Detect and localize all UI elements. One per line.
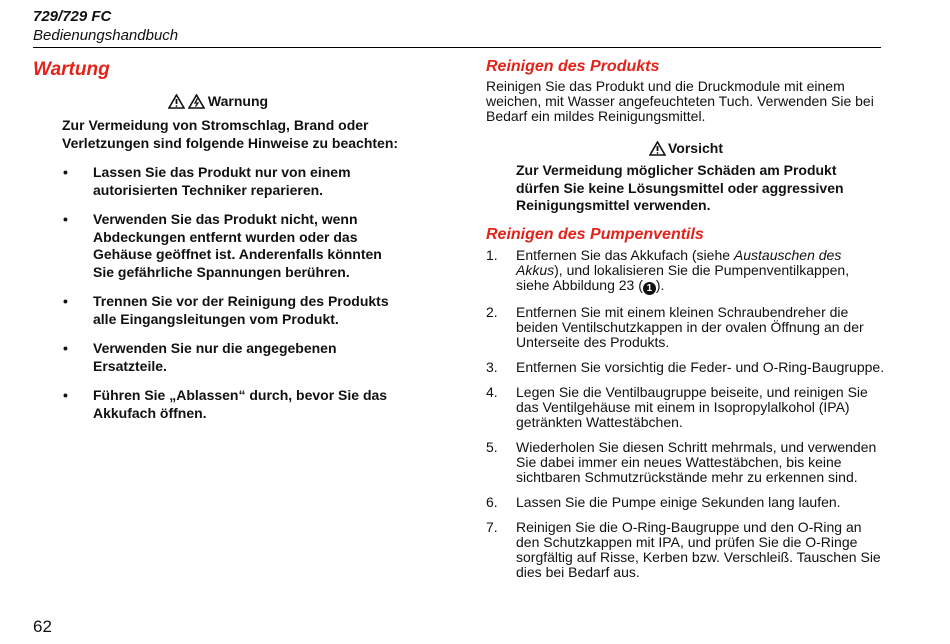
left-column: [33, 57, 403, 434]
step-text: Entfernen Sie das Akkufach (siehe: [516, 246, 734, 263]
step-number: 3.: [486, 358, 498, 375]
warning-triangle-icon: [168, 94, 185, 109]
bullet: •: [63, 164, 68, 180]
warning-heading: [33, 93, 403, 109]
right-column: [486, 57, 886, 590]
list-item: [33, 211, 393, 281]
list-item: [33, 387, 393, 422]
list-item: [486, 440, 886, 485]
bullet: •: [63, 387, 68, 403]
list-item: [486, 495, 886, 510]
caution-triangle-icon: [649, 141, 666, 156]
step-text: Reinigen Sie die O-Ring-Baugruppe und den O-Ring an den Schutzkappen mit IPA, und prüfen Sie die O-Ringe sorgfältig auf Risse, Kerben bzw. Verschleiß. Tauschen Sie dies bei Bedarf aus.: [516, 518, 881, 580]
list-item-text: Trennen Sie vor der Reinigung des Produkts alle Eingangsleitungen vom Produkt.: [93, 293, 389, 327]
warning-list: [33, 164, 403, 422]
step-number: 2.: [486, 303, 498, 320]
bullet: •: [63, 211, 68, 227]
caution-heading: [486, 140, 886, 156]
list-item: [486, 360, 886, 375]
list-item-text: Führen Sie „Ablassen“ durch, bevor Sie das Akkufach öffnen.: [93, 387, 388, 421]
pump-valve-heading: Reinigen des Pumpenventils: [486, 225, 704, 243]
step-text: ), und lokalisieren Sie die Pumpenventilkappen, siehe Abbildung 23 (: [516, 261, 850, 293]
header-subtitle: Bedienungshandbuch: [33, 27, 179, 44]
list-item-text: Verwenden Sie nur die angegebenen Ersatzteile.: [93, 340, 337, 374]
bullet: •: [63, 340, 68, 356]
list-item: [486, 305, 886, 350]
step-text: Entfernen Sie vorsichtig die Feder- und O-Ring-Baugruppe.: [516, 358, 885, 375]
step-text: Wiederholen Sie diesen Schritt mehrmals, und verwenden Sie dabei immer ein neues Wattestäbchen, bis keine sichtbaren Schmutzrückstände mehr zu erkennen sind.: [516, 438, 877, 485]
header-model: 729/729 FC: [33, 8, 112, 25]
warning-intro: Zur Vermeidung von Stromschlag, Brand oder Verletzungen sind folgende Hinweise zu beachten:: [62, 117, 399, 151]
step-number: 7.: [486, 518, 498, 535]
list-item: [486, 520, 886, 580]
list-item: [33, 340, 393, 375]
caution-label: Vorsicht: [668, 140, 723, 156]
list-item: [33, 164, 393, 199]
step-text: Entfernen Sie mit einem kleinen Schraubendreher die beiden Ventilschutzkappen in der ovalen Öffnung an der Unterseite des Produkts.: [516, 303, 864, 350]
section-title: Wartung: [33, 59, 110, 80]
bullet: •: [63, 293, 68, 309]
list-item: [486, 385, 886, 430]
electrical-hazard-icon: [188, 94, 205, 109]
step-number: 6.: [486, 493, 498, 510]
list-item: [33, 293, 393, 328]
caution-text: Zur Vermeidung möglicher Schäden am Produkt dürfen Sie keine Lösungsmittel oder aggressiven Reinigungsmittel verwenden.: [516, 162, 844, 213]
steps-list: [486, 248, 886, 580]
header-rule: [33, 47, 881, 48]
step-number: 1.: [486, 246, 498, 263]
list-item: [486, 248, 886, 295]
step-number: 4.: [486, 383, 498, 400]
clean-product-heading: Reinigen des Produkts: [486, 58, 660, 75]
callout-number-icon: 1: [643, 282, 656, 295]
page-number: 62: [33, 617, 52, 636]
cross-reference: Austauschen des Akkus: [516, 246, 842, 278]
step-text: ).: [655, 276, 665, 293]
step-number: 5.: [486, 438, 498, 455]
list-item-text: Verwenden Sie das Produkt nicht, wenn Abdeckungen entfernt wurden oder das Gehäuse geöffnet ist. Anderenfalls könnten Sie gefährliche Spannungen berühren.: [93, 211, 382, 280]
list-item-text: Lassen Sie das Produkt nur von einem autorisierten Techniker reparieren.: [93, 164, 351, 198]
clean-product-text: Reinigen Sie das Produkt und die Druckmodule mit einem weichen, mit Wasser angefeuchteten Tuch. Verwenden Sie bei Bedarf ein mildes Reinigungsmittel.: [486, 78, 874, 124]
warning-label: Warnung: [207, 93, 269, 109]
step-text: Lassen Sie die Pumpe einige Sekunden lang laufen.: [516, 493, 841, 510]
step-text: Legen Sie die Ventilbaugruppe beiseite, und reinigen Sie das Ventilgehäuse mit einem in Isopropylalkohol (IPA) getränkten Wattestäbchen.: [516, 383, 868, 430]
